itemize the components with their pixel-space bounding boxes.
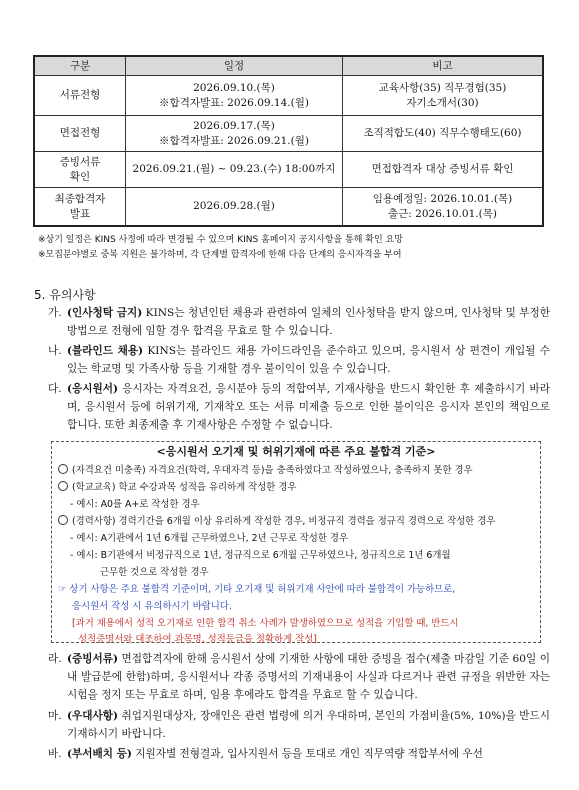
schedule-table (33, 55, 544, 227)
item-heading: (부서배치 등) (67, 748, 132, 760)
item-heading: (증빙서류) (67, 653, 118, 665)
date-cell: 2026.09.10.(목) ※합격자발표: 2026.09.14.(월) (126, 76, 343, 116)
note-cell: 임용예정일: 2026.10.01.(목) 출근: 2026.10.01.(목) (343, 188, 544, 227)
criteria-example: - 예시: A0를 A+로 작성한 경우 (70, 499, 200, 510)
table-row (34, 152, 543, 188)
item-text: 지원자별 전형결과, 입사지원서 등을 토대로 개인 직무역량 적합부서에 우선 (131, 748, 483, 760)
criteria-line: (경력사항) 경력기간을 6개월 이상 유리하게 작성한 경우, 비정규직 경력을 정규직 경력으로 작성한 경우 (58, 513, 495, 530)
stage-cell: 면접전형 (34, 116, 126, 152)
item-marker: 마. (48, 710, 62, 722)
note-line: ※상기 일정은 KINS 사정에 따라 변경될 수 있으며 KINS 홈페이지 공지사항을 통해 확인 요망 (38, 235, 403, 245)
warning-line: 성적증명서와 대조하여 과목명, 성적등급을 정확하게 작성] (78, 634, 317, 645)
item-text: 면접합격자에 한해 응시원서 상에 기재한 사항에 대한 증빙을 접수(제출 마감일 기준 60일 이내 발급분에 한함)하며, 응시원서나 각종 증명서의 기재내용이 사실과 다르거나 관련 규정을 위반한 자는 시험을 정지 또는 무효로 하며, 임용 후에라도 합격을 무효로 할 수 있습니다. (67, 653, 550, 701)
criteria-example: - 예시: B기관에서 비정규직으로 1년, 정규직으로 6개월 근무하였으나, 정규직으로 1년 6개월 (70, 550, 451, 561)
table-header-row (34, 56, 543, 76)
table-row (34, 188, 543, 227)
stage-cell: 최종합격자 발표 (34, 188, 126, 227)
list-item (48, 304, 550, 340)
item-text: KINS는 블라인드 채용 가이드라인을 준수하고 있으며, 응시원서 상 편견이 개입될 수 있는 학교명 및 가족사항 등을 기재할 경우 불이익이 있을 수 있습니다. (67, 345, 550, 375)
item-marker: 가. (48, 307, 62, 319)
stage-cell: 증빙서류 확인 (34, 152, 126, 188)
circle-bullet-icon (58, 464, 68, 474)
item-heading: (우대사항) (67, 710, 118, 722)
item-text: 취업지원대상자, 장애인은 관련 법령에 의거 우대하며, 본인의 가점비율(5%, 10%)을 반드시 기재하시기 바랍니다. (67, 710, 550, 740)
list-item (48, 380, 550, 434)
criteria-example-cont: 근무한 것으로 작성한 경우 (100, 567, 209, 578)
criteria-line: (자격요건 미충족) 자격요건(학력, 우대자격 등)을 충족하였다고 작성하였으나, 충족하지 못한 경우 (58, 462, 473, 479)
caution-line: ☞ 상기 사항은 주요 불합격 기준이며, 기타 오기재 및 허위기재 사안에 따라 불합격이 가능하므로, (58, 584, 456, 595)
item-heading: (응시원서) (67, 383, 118, 395)
date-cell: 2026.09.21.(월) ~ 09.23.(수) 18:00까지 (126, 152, 343, 188)
date-cell: 2026.09.28.(월) (126, 188, 343, 227)
item-text: KINS는 청년인턴 채용과 관련하여 일체의 인사청탁을 받지 않으며, 인사청탁 및 부정한 방법으로 전형에 임할 경우 합격을 무효로 할 수 있습니다. (67, 307, 550, 337)
criteria-line: (학교교육) 학교 수강과목 성적을 유리하게 작성한 경우 (58, 479, 296, 496)
note-cell: 면접합격자 대상 증빙서류 확인 (343, 152, 544, 188)
item-marker: 라. (48, 653, 62, 665)
item-marker: 다. (48, 383, 62, 395)
warning-line: [과거 채용에서 성적 오기재로 인한 합격 취소 사례가 발생하였으므로 성적을 기입할 때, 반드시 (72, 618, 459, 629)
header-cell: 비고 (343, 56, 544, 76)
caution-line: 응시원서 작성 시 유의하시기 바랍니다. (72, 601, 232, 612)
item-marker: 바. (48, 748, 62, 760)
note-line: ※모집분야별로 중복 지원은 불가하며, 각 단계별 합격자에 한해 다음 단계의 응시자격을 부여 (38, 250, 402, 260)
table-row (34, 116, 543, 152)
disqualification-criteria-box (51, 441, 541, 643)
list-item (48, 745, 550, 763)
header-cell: 구분 (34, 56, 126, 76)
item-marker: 나. (48, 345, 62, 357)
section-title: 5. 유의사항 (34, 288, 96, 302)
table-row (34, 76, 543, 116)
box-title: <응시원서 오기재 및 허위기재에 따른 주요 불합격 기준> (156, 445, 436, 458)
list-item (48, 707, 550, 743)
item-heading: (블라인드 채용) (67, 345, 144, 357)
circle-bullet-icon (58, 515, 68, 525)
header-cell: 일정 (126, 56, 343, 76)
circle-bullet-icon (58, 481, 68, 491)
note-cell: 교육사항(35) 직무경험(35) 자기소개서(30) (343, 76, 544, 116)
item-text: 응시자는 자격요건, 응시분야 등의 적합여부, 기재사항을 반드시 확인한 후 제출하시기 바라며, 응시원서 등에 허위기재, 기재착오 또는 서류 미제출 등으로 인한 불이익은 응시자 본인의 책임으로 합니다. 또한 최종제출 후 기재사항은 수정할 수 없습니다. (67, 383, 550, 431)
item-heading: (인사청탁 금지) (67, 307, 143, 319)
note-cell: 조직적합도(40) 직무수행태도(60) (343, 116, 544, 152)
stage-cell: 서류전형 (34, 76, 126, 116)
date-cell: 2026.09.17.(목) ※합격자발표: 2026.09.21.(월) (126, 116, 343, 152)
list-item (48, 650, 550, 704)
list-item (48, 342, 550, 378)
criteria-example: - 예시: A기관에서 1년 6개월 근무하였으나, 2년 근무로 작성한 경우 (70, 533, 349, 544)
schedule-notes (38, 233, 403, 263)
